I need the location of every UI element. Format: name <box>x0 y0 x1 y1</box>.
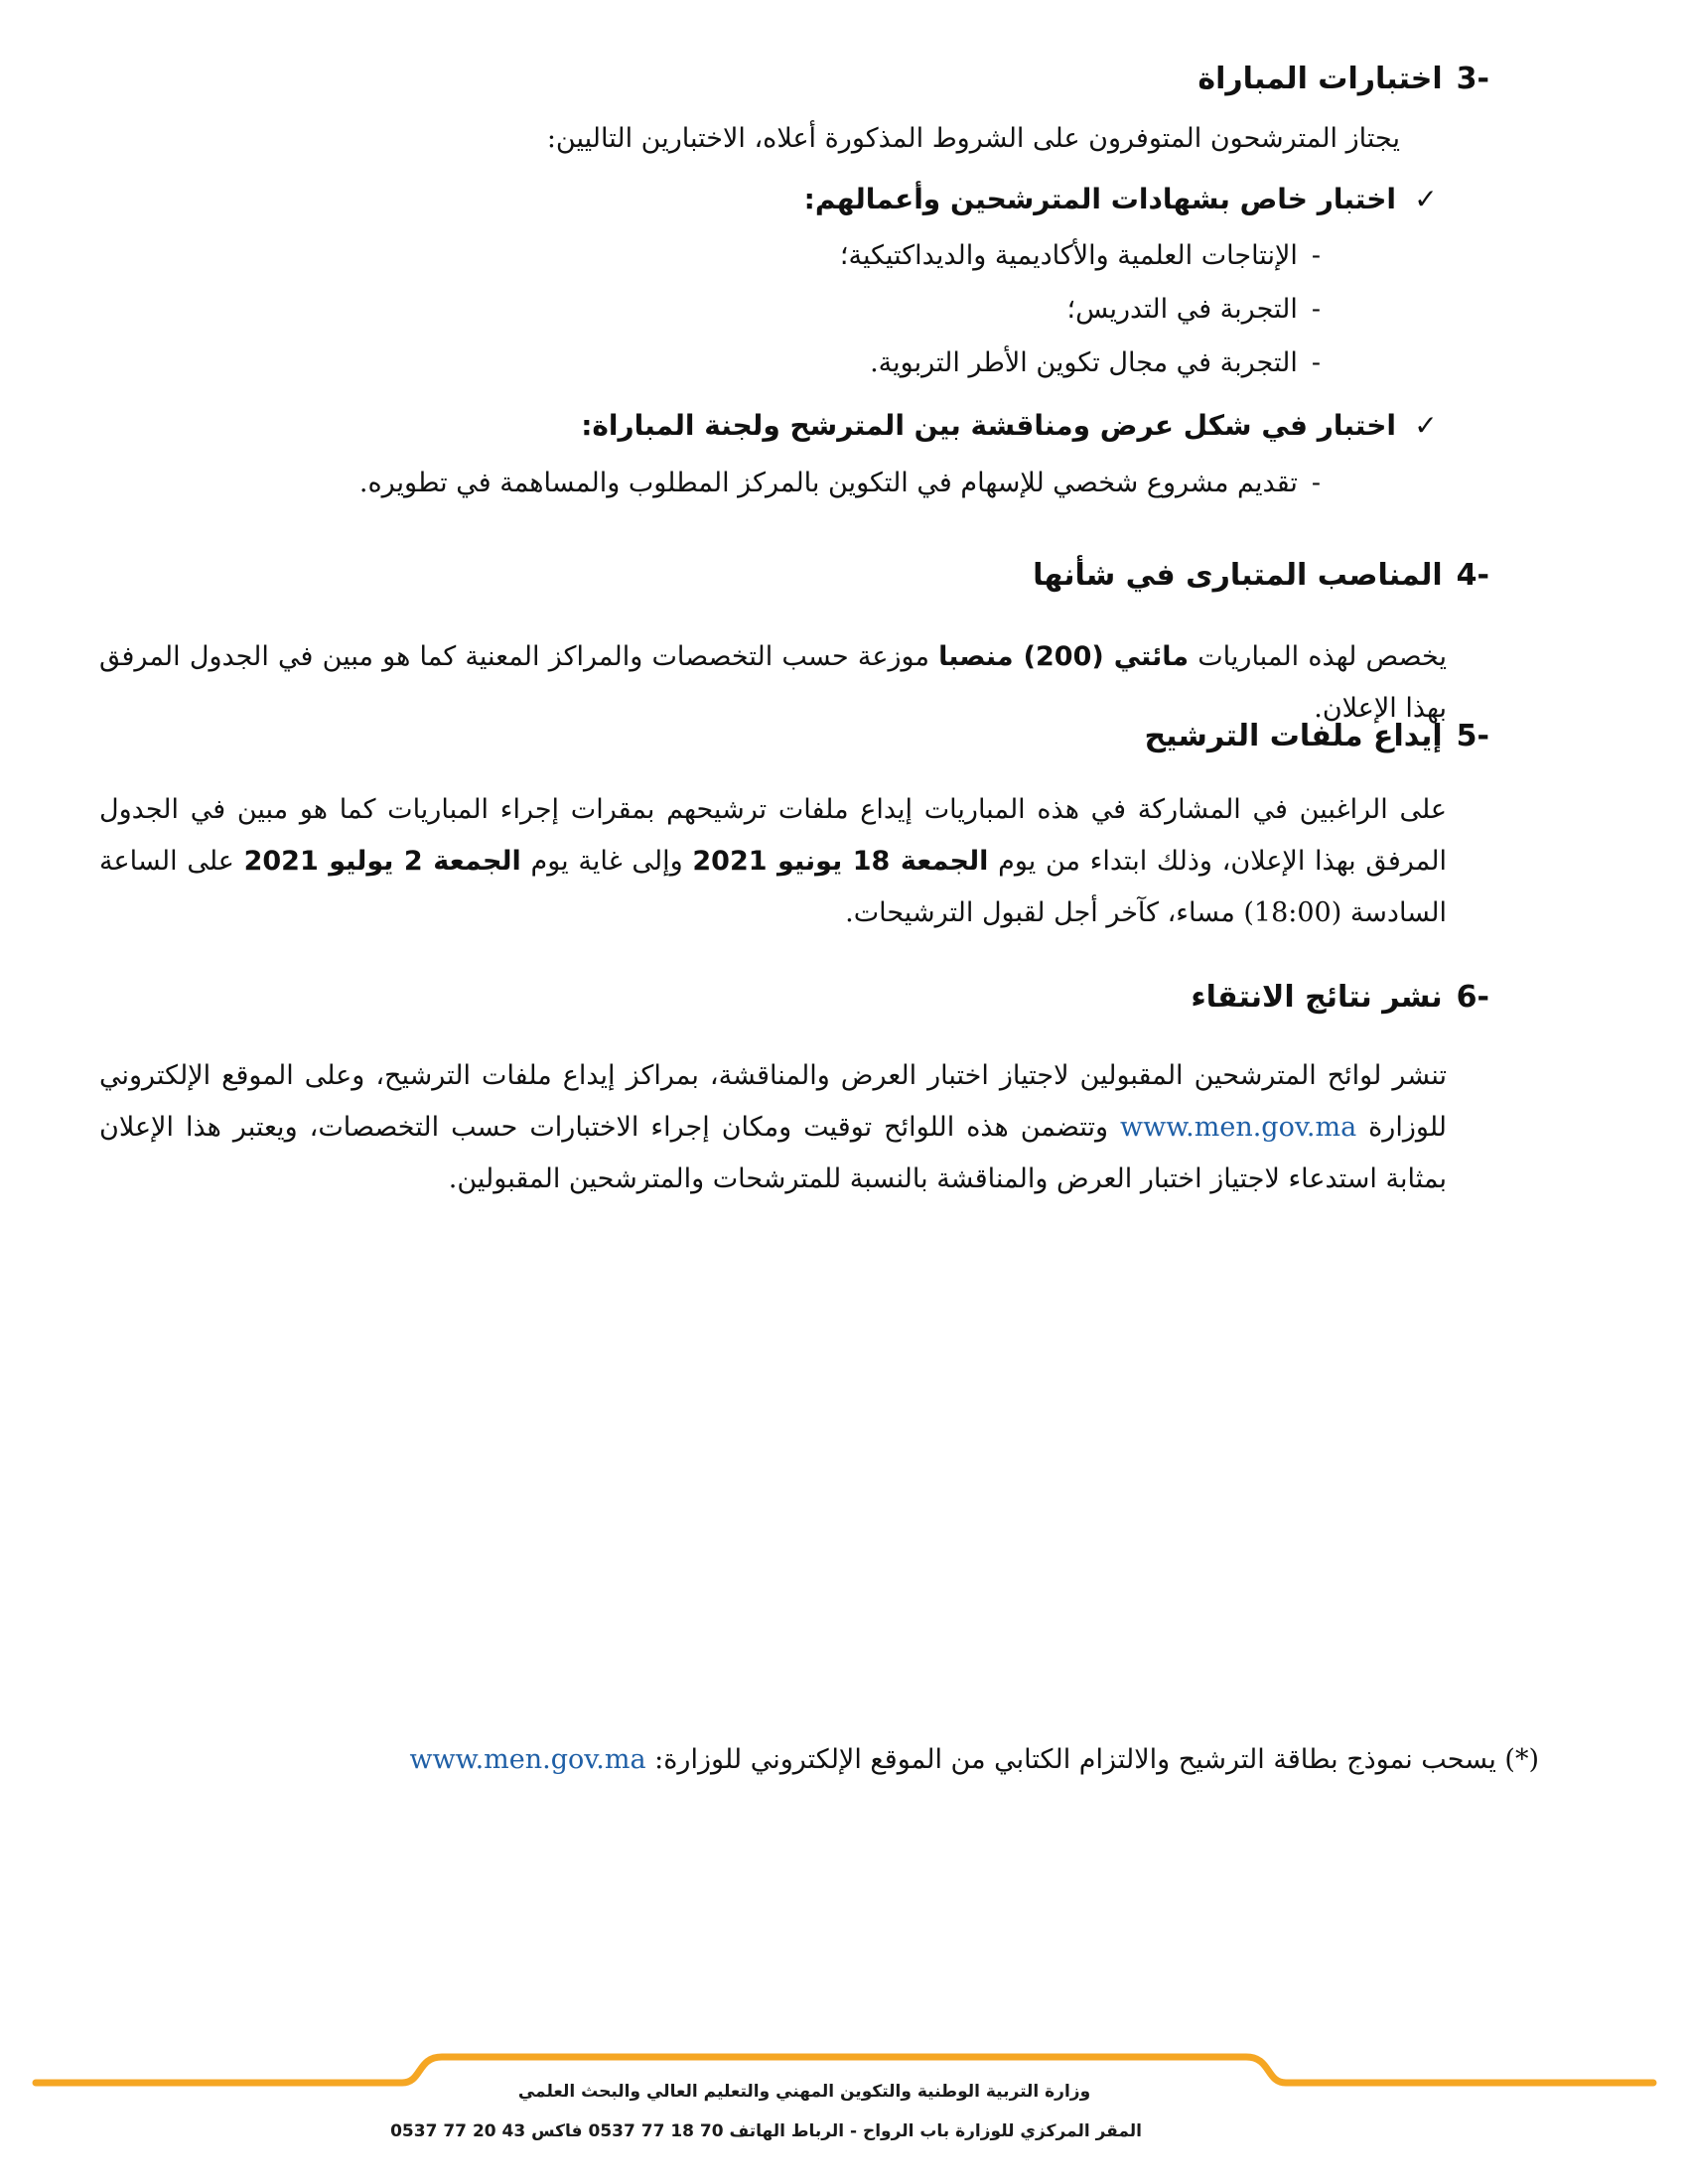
test-1-title: اختبار خاص بشهادات المترشحين وأعمالهم: <box>803 183 1396 215</box>
test-2-heading <box>581 405 1442 447</box>
section-4-title: المناصب المتبارى في شأنها <box>1033 558 1443 593</box>
footnote-website-link[interactable]: www.men.gov.ma <box>409 1744 646 1775</box>
start-date: الجمعة 18 يونيو 2021 <box>692 846 989 877</box>
section-6-heading <box>1191 976 1489 1020</box>
footnote: (*) يسحب نموذج بطاقة الترشيح والالتزام الكتابي من الموقع الإلكتروني للوزارة: www.men.gov.ma <box>409 1744 1539 1775</box>
section-5-heading <box>1144 715 1489 758</box>
section-3-number: -3 <box>1456 62 1489 96</box>
check-mark-icon: ✓ <box>1414 183 1438 215</box>
section-3-title: اختبارات المباراة <box>1197 62 1443 96</box>
section-5-title: إيداع ملفات الترشيح <box>1144 719 1443 753</box>
test-2-item: -تقديم مشروع شخصي للإسهام في التكوين بالمركز المطلوب والمساهمة في تطويره. <box>358 468 1321 498</box>
section-3-intro: يجتاز المترشحون المتوفرون على الشروط المذكورة أعلاه، الاختبارين التاليين: <box>546 123 1400 154</box>
section-4-paragraph: يخصص لهذه المباريات مائتي (200) منصبا موزعة حسب التخصصات والمراكز المعنية كما هو مبين في الجدول المرفق بهذا الإعلان. <box>99 641 1447 724</box>
test-1-item: -التجربة في مجال تكوين الأطر التربوية. <box>870 347 1321 378</box>
test-2-title: اختبار في شكل عرض ومناقشة بين المترشح ولجنة المباراة: <box>581 409 1396 442</box>
check-mark-icon: ✓ <box>1414 409 1438 442</box>
footer-contact: المقر المركزي للوزارة باب الرواح - الرباط الهاتف 70 18 77 0537 فاكس 43 20 77 0537 <box>390 2121 1142 2141</box>
section-4-heading <box>1033 554 1489 598</box>
end-date: الجمعة 2 يوليو 2021 <box>243 846 521 877</box>
section-6-paragraph: تنشر لوائح المترشحين المقبولين لاجتياز اختبار العرض والمناقشة، بمراكز إيداع ملفات الترشيح، وعلى الموقع الإلكتروني للوزارة www.men.gov.ma وتتضمن هذه اللوائح توقيت ومكان إجراء الاختبارات حسب التخصصات، ويعتبر هذا الإعلان بمثابة استدعاء لاجتياز اختبار العرض والمناقشة بالنسبة للمترشحات والمترشحين المقبولين. <box>99 1060 1447 1194</box>
test-1-item: -التجربة في التدريس؛ <box>1066 294 1321 325</box>
section-6-title: نشر نتائج الانتقاء <box>1191 980 1443 1015</box>
test-1-item: -الإنتاجات العلمية والأكاديمية والديداكتيكية؛ <box>839 240 1321 271</box>
section-5-paragraph: على الراغبين في المشاركة في هذه المباريات إيداع ملفات ترشيحهم بمقرات إجراء المباريات كما هو مبين في الجدول المرفق بهذا الإعلان، وذلك ابتداء من يوم الجمعة 18 يونيو 2021 وإلى غاية يوم الجمعة 2 يوليو 2021 على الساعة السادسة (18:00) مساء، كآخر أجل لقبول الترشيحات. <box>99 794 1448 928</box>
footer-ministry-name: وزارة التربية الوطنية والتكوين المهني والتعليم العالي والبحث العلمي <box>517 2082 1091 2102</box>
section-3-heading <box>1197 58 1489 101</box>
section-6-number: -6 <box>1456 980 1489 1015</box>
ministry-website-link[interactable]: www.men.gov.ma <box>1120 1112 1357 1143</box>
positions-count: مائتي (200) منصبا <box>938 641 1190 672</box>
test-1-heading <box>804 179 1442 220</box>
section-4-number: -4 <box>1456 558 1489 593</box>
section-5-number: -5 <box>1456 719 1489 753</box>
